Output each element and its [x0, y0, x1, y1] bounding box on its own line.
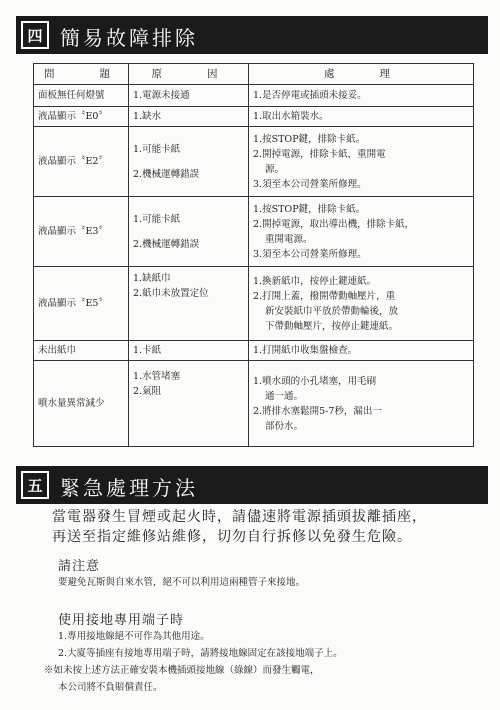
cause-line: 1.缺紙巾 [133, 273, 171, 284]
table-row [34, 197, 474, 267]
solution-line: 1.是否停電或插頭未接妥。 [253, 90, 367, 101]
solution-line: 新安裝紙巾平放於帶動輪後，放 [265, 305, 399, 317]
solution-line: 3.須至本公司營業所修理。 [253, 178, 367, 190]
cause-cell [129, 85, 249, 107]
ground-item: 1.專用接地線絕不可作為其他用途。 [58, 631, 210, 642]
ground-item: 2.大廈等插座有接地專用端子時，請將接地線固定在該接地端子上。 [58, 648, 343, 659]
solution-cell [249, 341, 474, 361]
solution-line: 下帶動軸壓片，按停止鍵連紙。 [265, 320, 399, 332]
header-solution: 處 理 [249, 64, 474, 85]
solution-line: 1.取出水箱裝水。 [253, 111, 329, 122]
solution-cell [249, 127, 474, 197]
cause-line: 1.可能卡紙 [133, 213, 181, 225]
table-row [34, 107, 474, 127]
problem-cell: 噴水量異常減少 [34, 361, 129, 447]
solution-line: 2.開掉電源，取出導出機，排除卡紙， [253, 218, 415, 230]
solution-line: 1.換新紙巾，按停止鍵連紙。 [253, 275, 377, 287]
section-5-number: 五 [21, 471, 49, 499]
cause-line: 2.機械運轉錯誤 [133, 238, 200, 250]
emergency-line: 當電器發生冒煙或起火時，請儘速將電源插頭拔離插座， [52, 509, 427, 525]
section-4-number: 四 [21, 21, 49, 49]
cause-line: 2.機械運轉錯誤 [133, 168, 200, 180]
solution-line: 1.噴水頭的小孔堵塞，用毛刷 [253, 375, 377, 387]
problem-cell: 液晶顯示〝E0〞 [34, 107, 129, 127]
table-row [34, 127, 474, 197]
ground-item: ※如未按上述方法正確安裝本機插頭接地線（綠線）而發生觸電， [44, 665, 320, 676]
solution-line: 1.按STOP鍵，排除卡紙。 [253, 203, 366, 215]
solution-line: 源。 [265, 163, 285, 175]
troubleshooting-table [33, 63, 474, 447]
table-row [34, 85, 474, 107]
problem-cell: 液晶顯示〝E5〞 [34, 267, 129, 341]
solution-line: 1.打開紙巾收集盤檢查。 [253, 345, 358, 356]
solution-line: 通一通。 [265, 390, 304, 402]
problem-cell: 液晶顯示〝E3〞 [34, 197, 129, 267]
table-header-row [34, 64, 474, 85]
solution-cell [249, 107, 474, 127]
section-4-title: 簡易故障排除 [60, 26, 198, 50]
table-row [34, 341, 474, 361]
cause-line: 2.氣阻 [133, 386, 162, 397]
cause-cell [129, 197, 249, 267]
problem-cell: 液晶顯示〝E2〞 [34, 127, 129, 197]
solution-cell [249, 197, 474, 267]
cause-line: 1.卡紙 [133, 345, 162, 356]
section-5-header [16, 466, 488, 504]
header-cause: 原 因 [129, 64, 249, 85]
solution-line: 1.按STOP鍵，排除卡紙。 [253, 133, 366, 145]
table-row [34, 267, 474, 341]
solution-line: 3.須至本公司營業所修理。 [253, 248, 367, 260]
solution-line: 重開電源。 [265, 233, 313, 245]
ground-list [44, 628, 343, 696]
cause-line: 1.電源未接通 [133, 90, 190, 101]
solution-cell [249, 267, 474, 341]
solution-line: 部份水。 [265, 420, 304, 432]
ground-title: 使用接地專用端子時 [58, 613, 185, 628]
cause-cell [129, 267, 249, 341]
section-5-title: 緊急處理方法 [60, 476, 198, 500]
notice-text: 要避免瓦斯與自來水管，絕不可以利用這兩種管子來接地。 [58, 577, 306, 588]
problem-cell: 面板無任何燈號 [34, 85, 129, 107]
cause-line: 1.水管堵塞 [133, 371, 181, 382]
cause-cell [129, 361, 249, 447]
header-problem: 問 題 [34, 64, 129, 85]
emergency-paragraph [52, 507, 472, 547]
cause-line: 2.紙巾未放置定位 [133, 288, 209, 299]
solution-line: 2.打開上蓋，撥開帶動軸壓片，重 [253, 290, 396, 302]
notice-title: 請注意 [58, 559, 101, 574]
section-4-header [16, 16, 488, 54]
cause-cell [129, 127, 249, 197]
table-row [34, 361, 474, 447]
cause-line: 1.缺水 [133, 111, 162, 122]
ground-item: 本公司將不負賠償責任。 [58, 682, 163, 693]
emergency-line: 再送至指定維修站維修，切勿自行拆修以免發生危險。 [52, 529, 412, 545]
solution-cell [249, 85, 474, 107]
cause-cell [129, 341, 249, 361]
problem-cell: 未出紙巾 [34, 341, 129, 361]
solution-line: 2.將排水塞鬆開5-7秒，漏出一 [253, 405, 382, 417]
cause-cell [129, 107, 249, 127]
solution-cell [249, 361, 474, 447]
solution-line: 2.開掉電源，排除卡紙，重開電 [253, 148, 386, 160]
cause-line: 1.可能卡紙 [133, 143, 181, 155]
